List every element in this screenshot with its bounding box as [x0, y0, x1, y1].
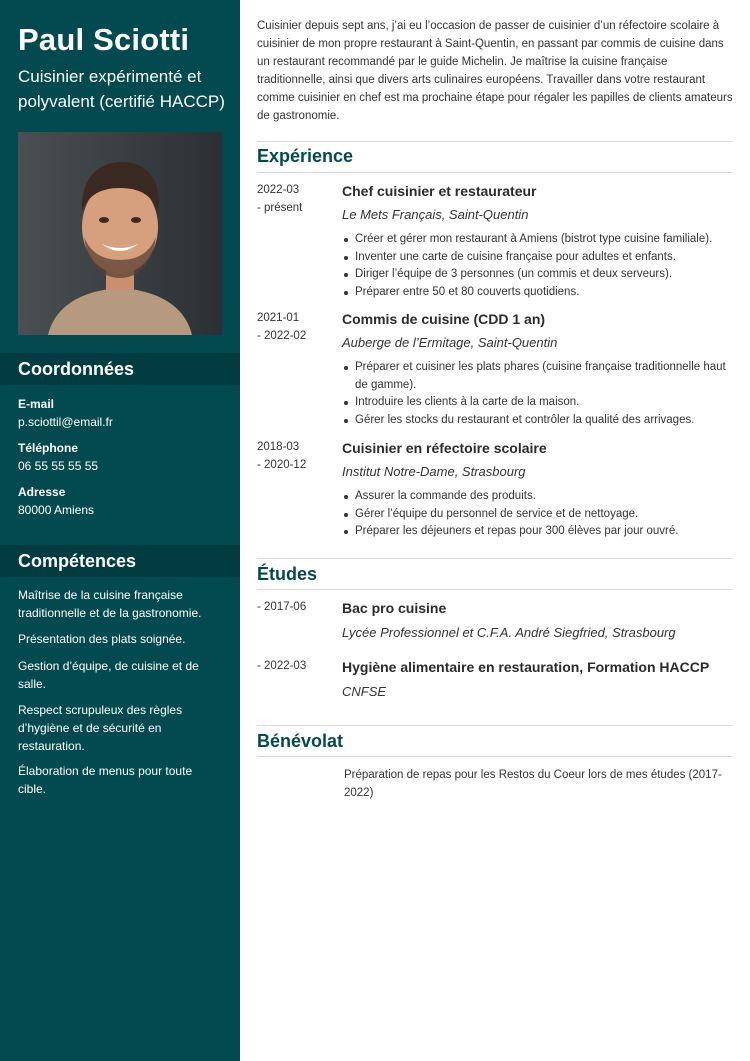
- volunteering-heading: Bénévolat: [257, 731, 344, 751]
- divider: [257, 756, 733, 757]
- skill-item: Présentation des plats soignée.: [18, 632, 186, 646]
- job-date-end: - 2020-12: [257, 459, 307, 471]
- task-item: Préparer et cuisiner les plats phares (cuisine française traditionnelle haut de gamme).: [342, 359, 727, 394]
- job-title: Chef cuisinier et restaurateur: [342, 183, 537, 199]
- divider: [257, 558, 733, 559]
- phone-label: Téléphone: [18, 441, 79, 455]
- person-photo-icon: [18, 132, 222, 335]
- skill-item: Gestion d’équipe, de cuisine et de salle.: [18, 659, 199, 691]
- candidate-name: Paul Sciotti: [18, 22, 190, 57]
- email-value[interactable]: p.sciottil@email.fr: [18, 415, 113, 429]
- skills-heading: Compétences: [0, 545, 240, 577]
- sidebar: [0, 0, 240, 1061]
- skill-item: Élaboration de menus pour toute cible.: [18, 764, 193, 796]
- task-item: Assurer la commande des produits.: [342, 488, 727, 506]
- task-item: Préparer les déjeuners et repas pour 300 élèves par jour ouvré.: [342, 523, 727, 541]
- task-item: Créer et gérer mon restaurant à Amiens (bistrot type cuisine familiale).: [342, 231, 727, 249]
- task-item: Gérer les stocks du restaurant et contrôler la qualité des arrivages.: [342, 412, 727, 430]
- task-item: Inventer une carte de cuisine française pour adultes et enfants.: [342, 249, 727, 267]
- task-item: Diriger l’équipe de 3 personnes (un commis et deux serveurs).: [342, 266, 727, 284]
- job-date-start: 2021-01: [257, 312, 300, 324]
- task-item: Préparer entre 50 et 80 couverts quotidiens.: [342, 284, 727, 302]
- job-date-start: 2018-03: [257, 441, 300, 453]
- profile-summary: Cuisinier depuis sept ans, j’ai eu l’occasion de passer de cuisinier d’un réfectoire scolaire à cuisinier de mon propre restaurant à Saint-Quentin, en passant par commis de cuisine dans un restaurant recommandé par le guide Michelin. Je maîtrise la cuisine française traditionnelle, ainsi que divers arts culinaires européens. Travailler dans votre restaurant comme cuisinier en chef est ma prochaine étape pour régaler les papilles de clients amateurs de gastronomie.: [257, 20, 733, 122]
- task-item: Gérer l’équipe du personnel de service et de nettoyage.: [342, 506, 727, 524]
- job-date-end: - présent: [257, 202, 303, 214]
- education-title: Hygiène alimentaire en restauration, Formation HACCP: [342, 659, 710, 675]
- job-date-end: - 2022-02: [257, 330, 307, 342]
- volunteering-text: Préparation de repas pour les Restos du Coeur lors de mes études (2017-2022): [344, 769, 722, 799]
- task-item: Introduire les clients à la carte de la maison.: [342, 394, 727, 412]
- job-tasks: [342, 231, 727, 301]
- skill-item: Respect scrupuleux des règles d’hygiène et de sécurité en restauration.: [18, 703, 183, 753]
- job-title: Cuisinier en réfectoire scolaire: [342, 440, 547, 456]
- divider: [257, 141, 733, 142]
- job-employer: Institut Notre-Dame, Strasbourg: [342, 464, 526, 479]
- phone-value[interactable]: 06 55 55 55 55: [18, 459, 99, 473]
- address-value: 80000 Amiens: [18, 503, 95, 517]
- job-tasks: [342, 359, 727, 429]
- divider: [257, 725, 733, 726]
- education-school: CNFSE: [342, 684, 387, 699]
- job-title: Commis de cuisine (CDD 1 an): [342, 311, 546, 327]
- education-heading: Études: [257, 564, 318, 584]
- skill-item: Maîtrise de la cuisine française traditionnelle et de la gastronomie.: [18, 588, 202, 620]
- divider: [257, 589, 733, 590]
- education-date: - 2022-03: [257, 660, 307, 672]
- experience-heading: Expérience: [257, 146, 354, 166]
- job-tasks: [342, 488, 727, 541]
- profile-photo: [18, 132, 222, 335]
- contact-heading: Coordonnées: [0, 353, 240, 385]
- job-date-start: 2022-03: [257, 184, 300, 196]
- candidate-title: Cuisinier expérimenté et polyvalent (certifié HACCP): [18, 67, 225, 111]
- education-date: - 2017-06: [257, 601, 307, 613]
- job-employer: Auberge de l’Ermitage, Saint-Quentin: [342, 335, 558, 350]
- education-school: Lycée Professionnel et C.F.A. André Siegfried, Strasbourg: [342, 625, 676, 640]
- education-title: Bac pro cuisine: [342, 600, 447, 616]
- job-employer: Le Mets Français, Saint-Quentin: [342, 207, 529, 222]
- divider: [257, 172, 733, 173]
- address-label: Adresse: [18, 485, 66, 499]
- email-label: E-mail: [18, 397, 55, 411]
